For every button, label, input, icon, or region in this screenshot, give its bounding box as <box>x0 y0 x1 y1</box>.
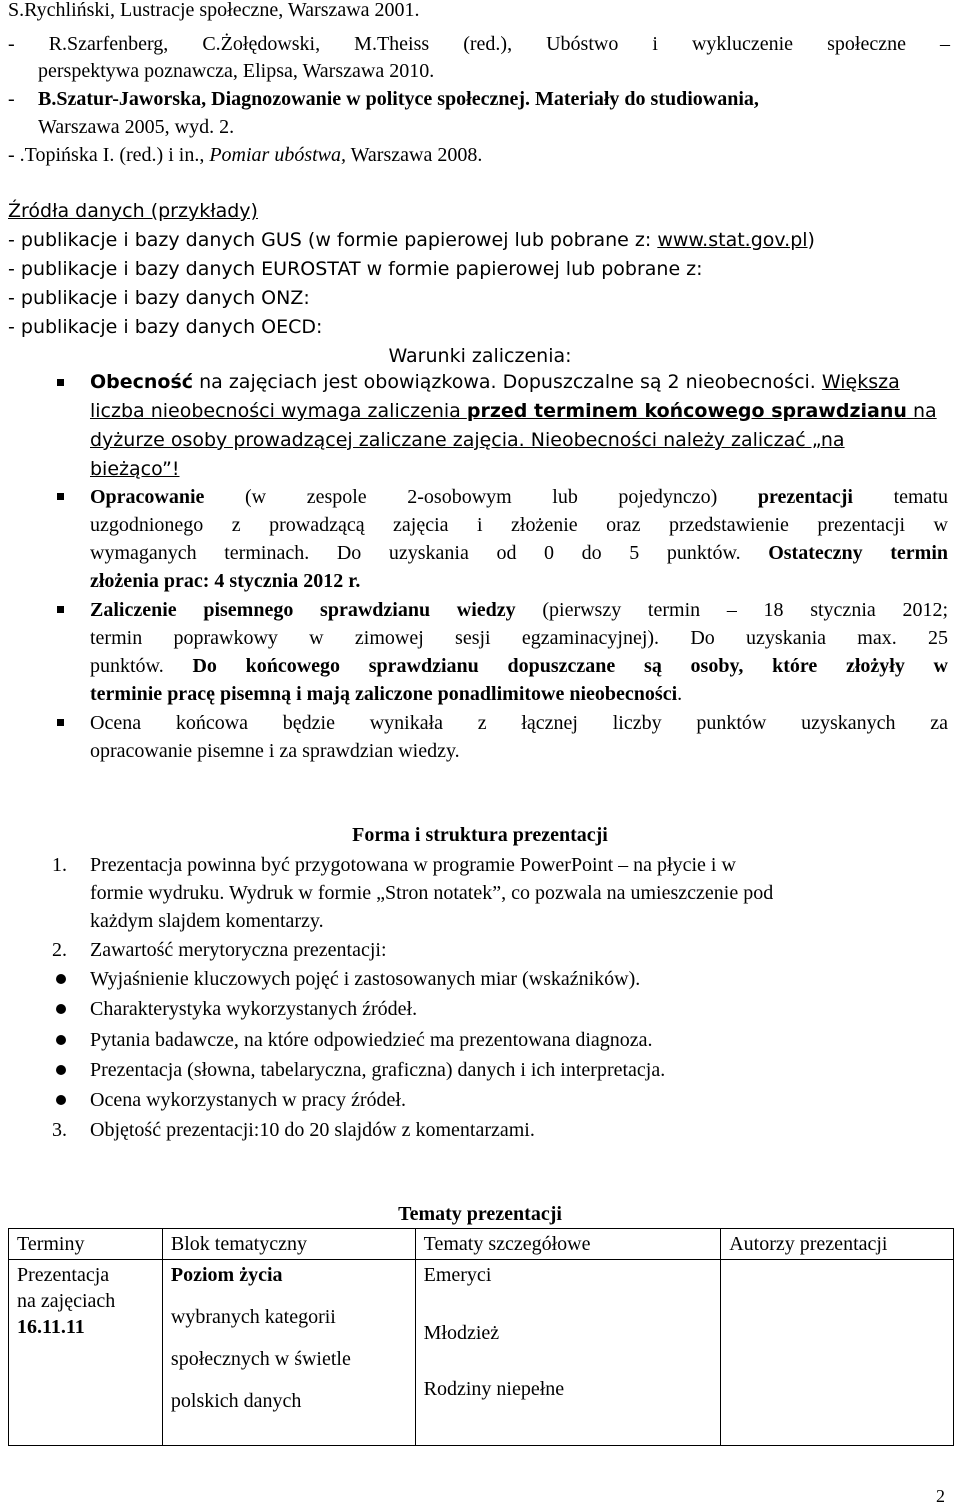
form-bullet-1: Wyjaśnienie kluczowych pojęć i zastosowanych miar (wskaźników). <box>90 968 641 990</box>
form-number-1: 1. <box>52 854 67 876</box>
cell-authors <box>721 1260 954 1446</box>
header-authors: Autorzy prezentacji <box>721 1229 954 1260</box>
condition-attendance-line4: bieżąco”! <box>90 458 180 480</box>
bullet-square <box>57 606 64 613</box>
bullet-dot <box>56 1035 66 1045</box>
form-item2: Zawartość merytoryczna prezentacji: <box>90 939 387 961</box>
sources-eurostat: - publikacje i bazy danych EUROSTAT w formie papierowej lub pobrane z: <box>8 258 703 280</box>
form-item1-line2: formie wydruku. Wydruk w formie „Stron notatek”, co pozwala na umieszczenie pod <box>90 882 774 904</box>
bullet-square <box>57 493 64 500</box>
table-row <box>9 1260 954 1446</box>
gus-link[interactable]: www.stat.gov.pl <box>657 229 808 251</box>
condition-attendance-line2: liczba nieobecności wymaga zaliczenia przed terminem końcowego sprawdzianu na <box>90 400 937 422</box>
ref-topinska: - .Topińska I. (red.) i in., Pomiar ubóstwa, Warszawa 2008. <box>8 144 483 166</box>
cell-term: Prezentacja na zajęciach 16.11.11 <box>9 1260 163 1446</box>
sources-gus: - publikacje i bazy danych GUS (w formie papierowej lub pobrane z: www.stat.gov.pl) <box>8 229 815 251</box>
ref-szarfenberg-line2: perspektywa poznawcza, Elipsa, Warszawa 2010. <box>38 60 435 82</box>
sources-oecd: - publikacje i bazy danych OECD: <box>8 316 323 338</box>
form-bullet-4: Prezentacja (słowna, tabelaryczna, graficzna) danych i ich interpretacja. <box>90 1059 666 1081</box>
ref-szatur-line2: Warszawa 2005, wyd. 2. <box>38 116 235 138</box>
form-bullet-2: Charakterystyka wykorzystanych źródeł. <box>90 998 418 1020</box>
condition-grade-line2: opracowanie pisemne i za sprawdzian wiedzy. <box>90 740 460 762</box>
form-item3: Objętość prezentacji:10 do 20 slajdów z komentarzami. <box>90 1119 535 1141</box>
condition-presentation-line4: złożenia prac: 4 stycznia 2012 r. <box>90 570 361 592</box>
bullet-dot <box>56 974 66 984</box>
condition-attendance-line1: Obecność na zajęciach jest obowiązkowa. Dopuszczalne są 2 nieobecności. Większa <box>90 371 900 393</box>
condition-test-line3: punktów. Do końcowego sprawdzianu dopuszczane są osoby, które złożyły w <box>90 655 949 677</box>
form-number-3: 3. <box>52 1119 67 1141</box>
conditions-heading: Warunki zaliczenia: <box>388 345 572 367</box>
condition-attendance-line3: dyżurze osoby prowadzącej zaliczane zajęcia. Nieobecności należy zaliczać „na <box>90 429 845 451</box>
header-terms: Terminy <box>9 1229 163 1260</box>
condition-test-line2: termin poprawkowy w zimowej sesji egzaminacyjnej). Do uzyskania max. 25 <box>90 627 948 649</box>
form-number-2: 2. <box>52 939 67 961</box>
sources-onz: - publikacje i bazy danych ONZ: <box>8 287 310 309</box>
bullet-dot <box>56 1004 66 1014</box>
form-item1-line1: Prezentacja powinna być przygotowana w programie PowerPoint – na płycie i w <box>90 854 736 876</box>
condition-grade-line1: Ocena końcowa będzie wynikała z łącznej liczby punktów uzyskanych za <box>90 712 948 734</box>
form-bullet-5: Ocena wykorzystanych w pracy źródeł. <box>90 1089 406 1111</box>
header-block: Blok tematyczny <box>162 1229 415 1260</box>
bullet-square <box>57 379 64 386</box>
bullet-dot <box>56 1095 66 1105</box>
themes-table <box>8 1228 954 1446</box>
form-item1-line3: każdym slajdem komentarzy. <box>90 910 324 932</box>
sources-heading: Źródła danych (przykłady) <box>8 200 258 222</box>
condition-presentation-line2: uzgodnionego z prowadzącą zajęcia i złożenie oraz przedstawienie prezentacji w <box>90 514 948 536</box>
form-heading: Forma i struktura prezentacji <box>352 824 608 846</box>
ref-szarfenberg-line1: - R.Szarfenberg, C.Żołędowski, M.Theiss (red.), Ubóstwo i wykluczenie społeczne – <box>8 33 950 55</box>
bullet-square <box>57 719 64 726</box>
cell-details: Emeryci Młodzież Rodziny niepełne <box>415 1260 721 1446</box>
condition-presentation-line1: Opracowanie (w zespole 2-osobowym lub pojedynczo) prezentacji tematu <box>90 486 948 508</box>
ref-szatur-dash: - <box>8 88 15 110</box>
form-bullet-3: Pytania badawcze, na które odpowiedzieć ma prezentowana diagnoza. <box>90 1029 653 1051</box>
themes-heading: Tematy prezentacji <box>398 1203 562 1225</box>
cell-block: Poziom życia wybranych kategorii społecznych w świetle polskich danych <box>162 1260 415 1446</box>
ref-szatur-line1: B.Szatur-Jaworska, Diagnozowanie w polityce społecznej. Materiały do studiowania, <box>38 88 759 110</box>
condition-test-line4: terminie pracę pisemną i mają zaliczone ponadlimitowe nieobecności. <box>90 683 683 705</box>
bullet-dot <box>56 1065 66 1075</box>
header-details: Tematy szczegółowe <box>415 1229 721 1260</box>
condition-test-line1: Zaliczenie pisemnego sprawdzianu wiedzy (pierwszy termin – 18 stycznia 2012; <box>90 599 949 621</box>
page-number: 2 <box>936 1486 945 1506</box>
table-header-row <box>9 1229 954 1260</box>
condition-presentation-line3: wymaganych terminach. Do uzyskania od 0 do 5 punktów. Ostateczny termin <box>90 542 948 564</box>
ref-rychlinski: S.Rychliński, Lustracje społeczne, Warszawa 2001. <box>8 0 420 21</box>
